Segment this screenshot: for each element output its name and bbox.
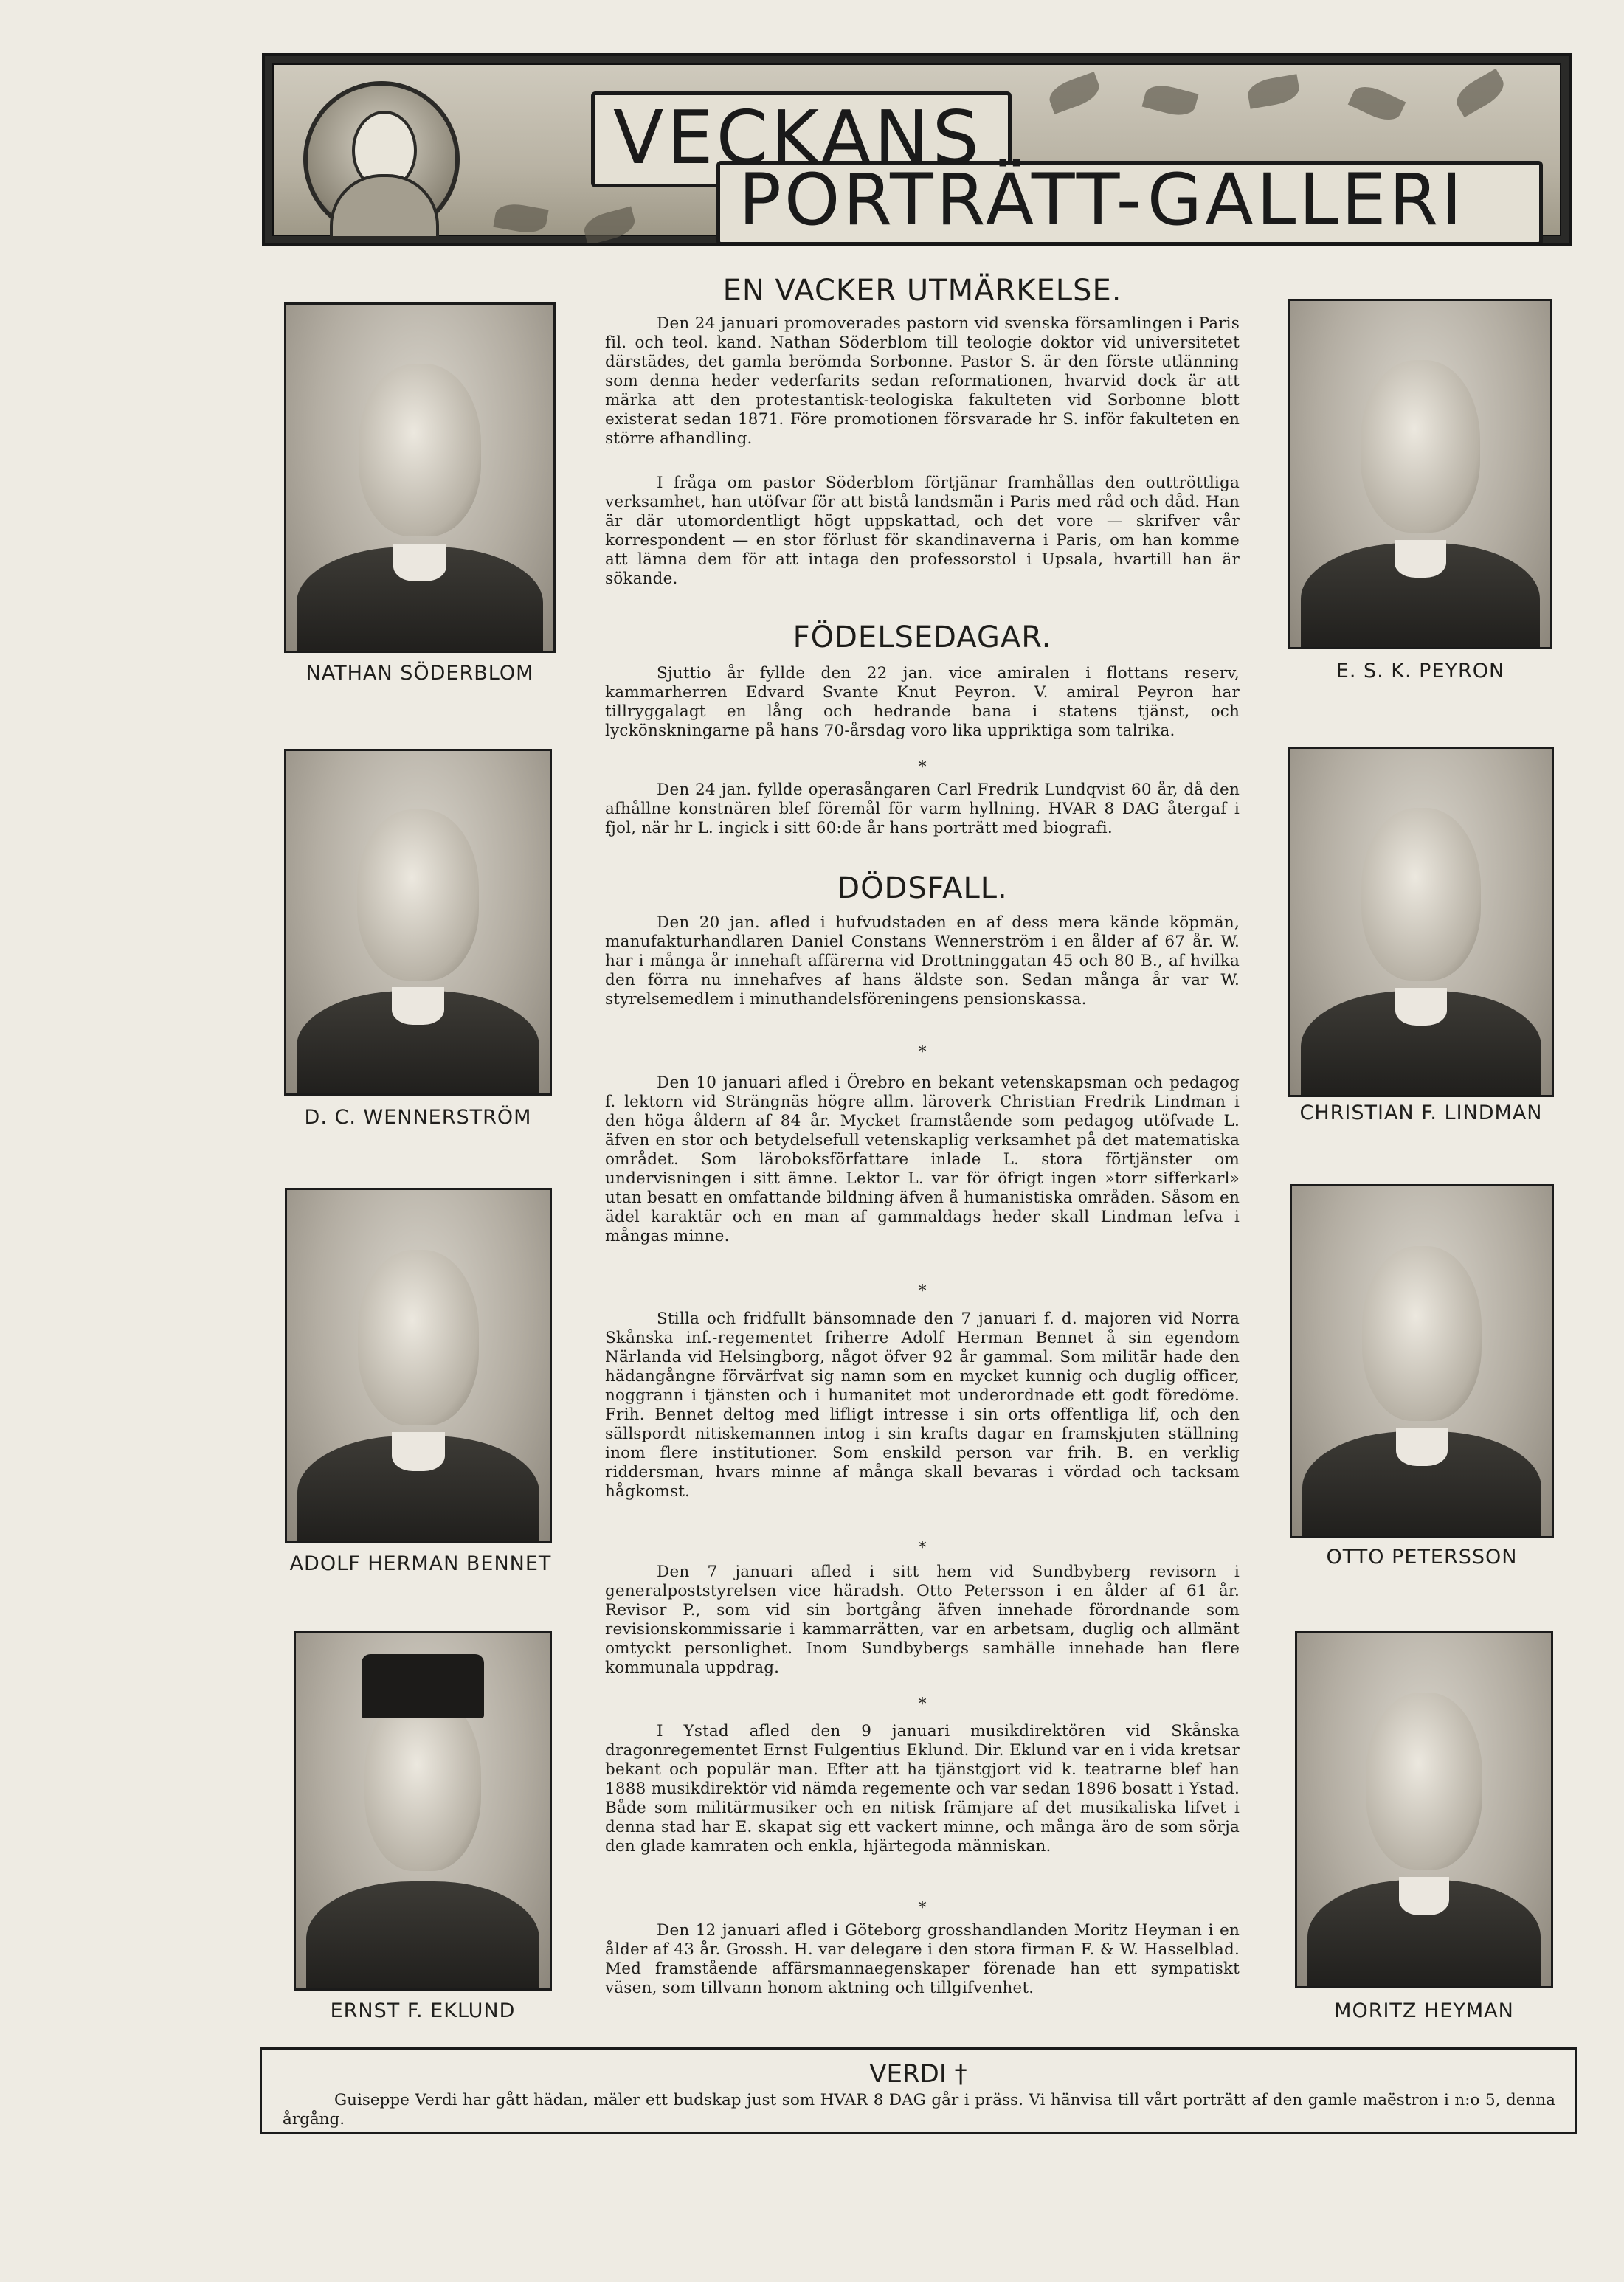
separator-star: * [918,1043,927,1062]
paragraph-eklund-obituary: I Ystad afled den 9 januari musikdirektören vid Skånska dragonregementet Ernst Fulgentius Eklund. Dir. Eklund var en i vida kretsar bekant och populär man. Efter att ha tjänstgjort vid k. teatrarne blef han 1888 musikdirektör vid nämda regemente och var sedan 1896 bosatt i Ystad. Både som militärmusiker och en nitisk främjare af det musikaliska lifvet i denna stad har E. skapat sig ett vackert minne, och många äro de som sörja den glade kamraten och enkla, hjärtegoda människan. [605,1722,1240,1856]
paragraph-soderblom-doctorate: Den 24 januari promoverades pastorn vid svenska församlingen i Paris fil. och teol. kand. Nathan Söderblom till teologie doktor vid universitetet därstädes, det gamla berömda Sorbonne. Pastor S. är den förste utlänning som denna heder vederfarits sedan reformationen, hvarvid dock är att märka att den protestantisk-teologiska fakulteten vid Sorbonne blott existerat sedan 1871. Före promotionen försvarade hr S. inför fakulteten en större afhandling. [605,314,1240,448]
paragraph-soderblom-activity: I fråga om pastor Söderblom förtjänar framhållas den outtröttliga verksamhet, han utöfvar för att bistå landsmän i Paris med råd och dåd. Han är där utomordentligt högt uppskattad, och det vore — skrifver vår korrespondent — en stor förlust för skandinaverna i Paris, om han komme att lämna dem för att intaga den professorstol i Upsala, hvartill han är sökande. [605,474,1240,588]
paragraph-petersson-obituary: Den 7 januari afled i sitt hem vid Sundbyberg revisorn i generalpoststyrelsen vice häradsh. Otto Petersson i en ålder af 61 år. Revisor P., som vid sin bortgång äfven innehade förordnande som revisionskommissarie i kammarrätten, var en arbetsam, duglig och allmänt omtyckt personlighet. Inom Sundbybergs samhälle innehade han flere kommunala uppdrag. [605,1563,1240,1677]
masthead-title-line1: VECKANS [613,94,982,181]
portrait-heyman [1295,1631,1553,1988]
heading-dodsfall: DÖDSFALL. [837,871,1008,905]
portrait-bennet [285,1188,552,1543]
caption-bennet: ADOLF HERMAN BENNET [289,1552,552,1575]
heading-fodelsedagar: FÖDELSEDAGAR. [792,620,1052,654]
verdi-title: VERDI † [869,2059,967,2089]
separator-star: * [918,758,927,777]
muse-medallion-icon [303,81,460,238]
portrait-wennerstrom [284,749,552,1096]
verdi-text: Guiseppe Verdi har gått hädan, mäler ett budskap just som HVAR 8 DAG går i präss. Vi hänvisa till vårt porträtt af den gamle maëstron i n:o 5, denna årgång. [283,2091,1555,2129]
heading-utmarkelse: EN VACKER UTMÄRKELSE. [722,274,1122,308]
portrait-petersson [1290,1184,1554,1538]
portrait-soderblom [284,302,556,653]
paragraph-wennerstrom-obituary: Den 20 jan. afled i hufvudstaden en af dess mera kände köpmän, manufakturhandlaren Daniel Constans Wennerström i en ålder af 67 år. W. har i många år innehaft affärerna vid Drottninggatan 45 och 80 B., af hvilka den förra nu innehafves af hans äldste son. Sedan många år var W. styrelsemedlem i minuthandelsföreningens pensionskassa. [605,913,1240,1009]
masthead-title-line2: PORTRÄTT-GALLERI [739,159,1465,241]
portrait-eklund [294,1631,552,1991]
verdi-notice-box [260,2047,1577,2134]
paragraph-lindman-obituary: Den 10 januari afled i Örebro en bekant vetenskapsman och pedagog f. lektorn vid Strängnäs högre allm. läroverk Christian Fredrik Lindman i den höga åldern af 84 år. Mycket framstående som pedagog utöfvade L. äfven en stor och betydelsefull vetenskaplig verksamhet på det matematiska området. Som läroboksförfattare inlade L. stora förtjänster om undervisningen i sitt ämne. Lektor L. var för öfrigt ingen »torr sifferkarl» utan besatt en omfattande bildning äfven å humanistiska områden. Såsom en ädel karaktär och en man af gammaldags heder skall Lindman lefva i mångas minne. [605,1073,1240,1245]
paragraph-peyron-birthday: Sjuttio år fyllde den 22 jan. vice amiralen i flottans reserv, kammarherren Edvard Svante Knut Peyron. V. amiral Peyron har tillryggalagt en lång och hedrande bana i statens tjänst, och lyckönskningarne på hans 70-årsdag voro lika uppriktiga som talrika. [605,664,1240,740]
paragraph-lundqvist-birthday: Den 24 jan. fyllde operasångaren Carl Fredrik Lundqvist 60 år, då den afhållne konstnären blef föremål för varm hyllning. HVAR 8 DAG återgaf i fjol, när hr L. ingick i sitt 60:de år hans porträtt med biografi. [605,781,1240,837]
masthead-banner [262,53,1572,246]
separator-star: * [918,1282,927,1301]
caption-soderblom: NATHAN SÖDERBLOM [305,662,534,685]
paragraph-bennet-obituary: Stilla och fridfullt bänsomnade den 7 januari f. d. majoren vid Norra Skånska inf.-regementet friherre Adolf Herman Bennet å sin egendom Närlanda vid Helsingborg, något öfver 92 år gammal. Som militär hade den hädangångne förvärfvat sig namn som en mycket kunnig och duglig officer, noggrann i tjänsten och i humanitet mot underordnade ett godt föredöme. Frih. Bennet deltog med lifligt intresse i sin orts offentliga lif, och den sällspordt nitiskemannen intog i sin krafts dagar en framskjuten ställning inom flere institutioner. Som enskild person var frih. B. en verklig riddersman, hvars minne af många skall bevaras i vördad och tacksam hågkomst. [605,1310,1240,1501]
banner-artwork [272,63,1561,241]
caption-peyron: E. S. K. PEYRON [1336,660,1505,682]
caption-wennerstrom: D. C. WENNERSTRÖM [304,1106,532,1129]
separator-star: * [918,1539,927,1557]
portrait-peyron [1288,299,1552,649]
caption-eklund: ERNST F. EKLUND [330,1999,516,2022]
portrait-lindman [1288,747,1554,1097]
caption-lindman: CHRISTIAN F. LINDMAN [1299,1102,1543,1124]
caption-heyman: MORITZ HEYMAN [1334,1999,1514,2022]
paragraph-heyman-obituary: Den 12 januari afled i Göteborg grosshandlanden Moritz Heyman i en ålder af 43 år. Grossh. H. var delegare i den stora firman F. & W. Hasselblad. Med framstående affärsmannaegenskaper förenade han ett sympatiskt väsen, som tillvann honom aktning och tillgifvenhet. [605,1921,1240,1997]
separator-star: * [918,1695,927,1714]
separator-star: * [918,1899,927,1918]
caption-petersson: OTTO PETERSSON [1326,1546,1518,1569]
